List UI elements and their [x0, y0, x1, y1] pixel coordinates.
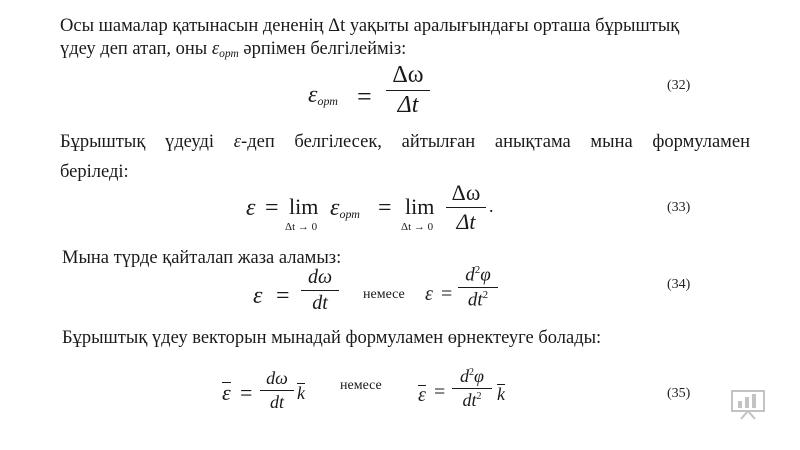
- eq33-lim-1: lim: [289, 194, 319, 219]
- eq34-equals-1: =: [276, 283, 290, 309]
- eq33-mid: $\varepsilon_{орт}$: [330, 195, 360, 221]
- para2-line-1: Бұрыштық үдеуді ε-деп белгілесек, айтылған анықтама мына формуламен: [60, 132, 750, 152]
- eq32-lhs: $\varepsilon_{орт}$: [308, 82, 338, 108]
- eq33-lim-2-sub: Δt → 0: [401, 221, 434, 233]
- eq33-lhs: ε: [246, 195, 256, 221]
- eq35-unit-vector-k: k: [297, 383, 305, 403]
- intro-line-1: Осы шамалар қатынасын дененің Δt уақыты аралығындағы орташа бұрыштық: [60, 16, 680, 36]
- eq35-fraction-1: dω dt: [260, 368, 294, 413]
- eq35-equals-1: =: [240, 380, 253, 405]
- eq33-equals-2: =: [378, 195, 392, 221]
- eq33-number: (33): [667, 200, 691, 215]
- eq35-equals-2: =: [434, 381, 446, 403]
- para2-line-2: беріледі:: [60, 162, 129, 182]
- eq32-number: (32): [667, 78, 691, 93]
- eq34-fraction-2: $d^2\varphi$ $dt^2$: [458, 264, 498, 312]
- eq34-lhs-2: ε: [425, 283, 433, 305]
- eq35-lhs-2-vector: ε: [418, 384, 426, 406]
- para3: Мына түрде қайталап жаза аламыз:: [62, 248, 342, 268]
- eq33-dot: .: [489, 196, 494, 216]
- eq35-fraction-2: $d^2\varphi$ $dt^2$: [452, 366, 492, 411]
- eq35-unit-vector-k-2: k: [497, 384, 505, 404]
- eq32-fraction: Δω Δt: [386, 62, 430, 119]
- eq33-equals-1: =: [265, 195, 279, 221]
- eq34-or-word: немесе: [363, 287, 405, 302]
- eq34-number: (34): [667, 277, 691, 292]
- para4: Бұрыштық үдеу векторын мынадай формуламен өрнектеуге болады:: [62, 328, 602, 348]
- eq35-or-word: немесе: [340, 378, 382, 393]
- eq34-fraction-1: dω dt: [301, 266, 339, 315]
- eq33-fraction: Δω Δt: [446, 180, 486, 235]
- eq32-equals: =: [357, 82, 372, 111]
- eq34-lhs: ε: [253, 283, 263, 309]
- eq33-lim-2: lim: [405, 194, 435, 219]
- intro-line-2: үдеу деп атап, оны $\varepsilon_{орт}$ әрпімен белгілейміз:: [60, 39, 407, 60]
- eq35-number: (35): [667, 386, 691, 401]
- eq35-lhs-vector: ε: [222, 380, 231, 405]
- eq33-lim-1-sub: Δt → 0: [285, 221, 318, 233]
- presentation-board-icon: [730, 388, 766, 420]
- eq34-equals-2: =: [441, 283, 453, 305]
